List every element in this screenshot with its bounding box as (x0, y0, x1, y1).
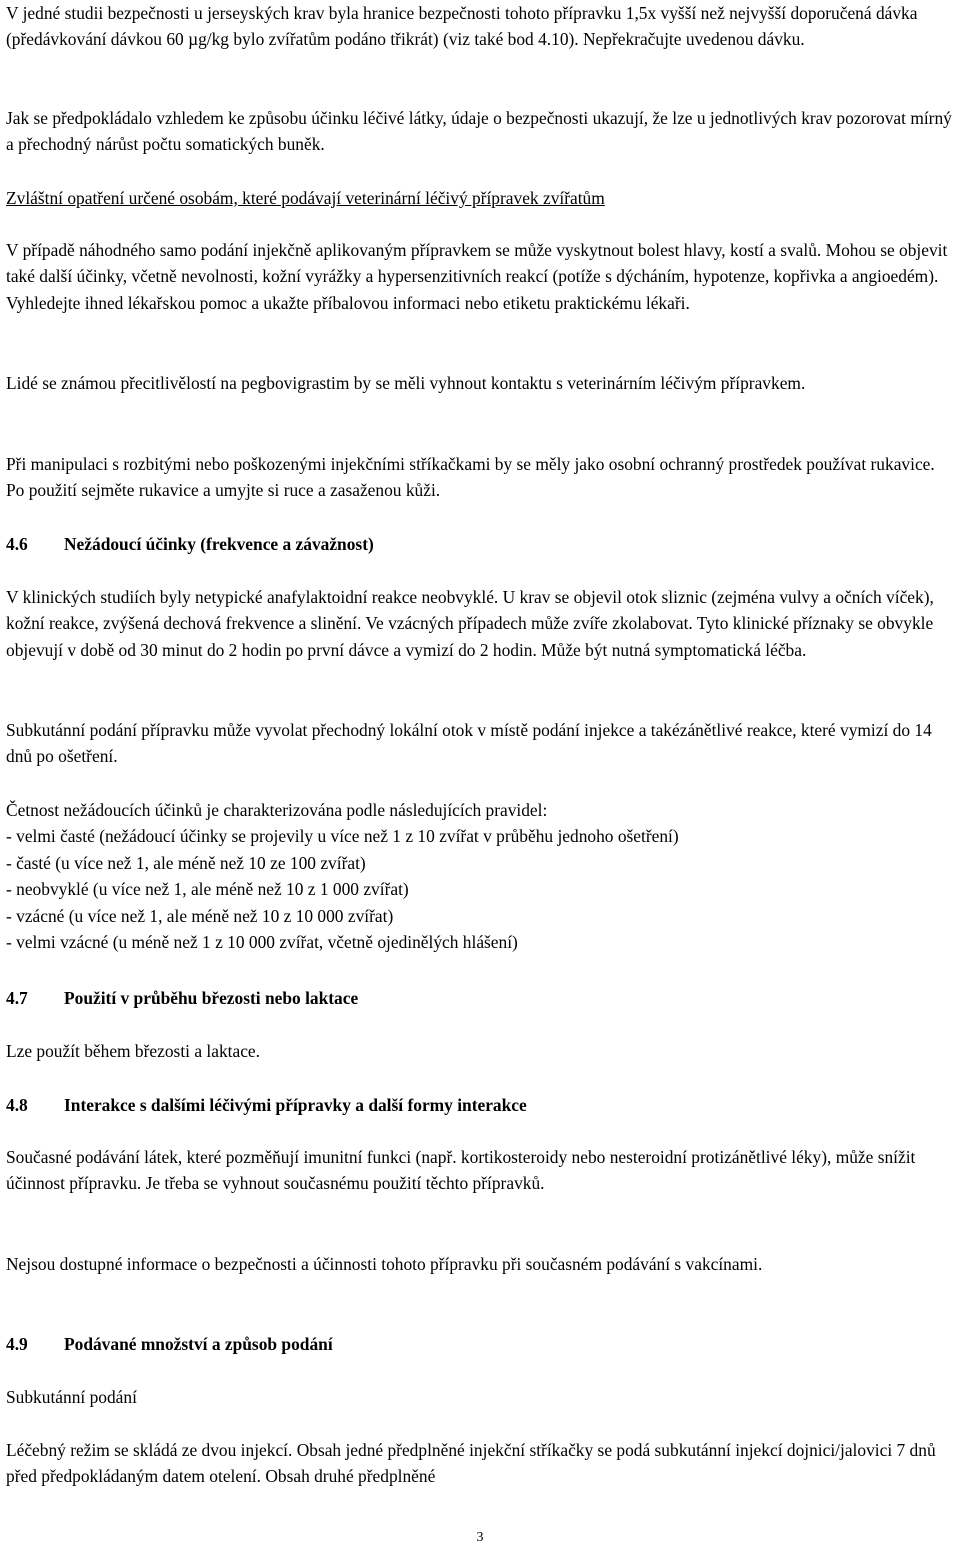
paragraph-anaphylactoid: V klinických studiích byly netypické anafylaktoidní reakce neobvyklé. U krav se objevil otok sliznic (zejména vulvy a očních víček), kožní reakce, zvýšená dechová frekvence a slinění. Ve vzácných případech může zvíře zkolabovat. Tyto klinické příznaky se obvykle objevují v době od 30 minut do 2 hodin po první dávce a vymizí do 2 hodin. Může být nutná symptomatická léčba. (6, 587, 934, 660)
section-title: Použití v průběhu březosti nebo laktace (64, 988, 359, 1008)
paragraph-hypersensitivity: Lidé se známou přecitlivělostí na pegbovigrastim by se měli vyhnout kontaktu s veterinárním léčivým přípravkem. (6, 373, 806, 393)
section-title: Nežádoucí účinky (frekvence a závažnost) (64, 534, 374, 554)
section-heading-4-8 (6, 1092, 956, 1118)
section-title: Interakce s dalšími léčivými přípravky a další formy interakce (64, 1095, 527, 1115)
section-heading-4-9 (6, 1331, 956, 1357)
section-number: 4.9 (6, 1334, 28, 1354)
paragraph-regimen: Léčebný režim se skládá ze dvou injekcí. Obsah jedné předplněné injekční stříkačky se podá subkutánní injekcí dojnici/jalovici 7 dnů před předpokládaným datem otelení. Obsah druhé předplněné (6, 1440, 936, 1487)
section-number: 4.6 (6, 534, 28, 554)
section-number: 4.8 (6, 1095, 28, 1115)
frequency-item: - velmi vzácné (u méně než 1 z 10 000 zvířat, včetně ojedinělých hlášení) (6, 932, 518, 953)
paragraph-self-injection: V případě náhodného samo podání injekčně aplikovaným přípravkem se může vyskytnout bolest hlavy, kostí a svalů. Mohou se objevit také další účinky, včetně nevolnosti, kožní vyrážky a hypersenzitivních reakcí (potíže s dýcháním, hypotenze, kopřivka a angioedém). Vyhledejte ihned lékařskou pomoc a ukažte příbalovou informaci nebo etiketu praktickému lékaři. (6, 240, 948, 313)
paragraph-local-swelling: Subkutánní podání přípravku může vyvolat přechodný lokální otok v místě podání injekce a takézánětlivé reakce, které vymizí do 14 dnů po ošetření. (6, 720, 932, 767)
frequency-intro: Četnost nežádoucích účinků je charakterizována podle následujících pravidel: (6, 800, 548, 820)
section-heading-4-6 (6, 531, 956, 557)
paragraph-immune-interaction: Současné podávání látek, které pozměňují imunitní funkci (např. kortikosteroidy nebo nesteroidní protizánětlivé léky), může snížit účinnost přípravku. Je třeba se vyhnout současnému použití těchto přípravků. (6, 1147, 916, 1194)
frequency-list (6, 797, 956, 955)
paragraph-vaccines: Nejsou dostupné informace o bezpečnosti a účinnosti tohoto přípravku při současném podávání s vakcínami. (6, 1254, 763, 1274)
paragraph-route: Subkutánní podání (6, 1387, 137, 1407)
paragraph-safety-margin: V jedné studii bezpečnosti u jerseyských krav byla hranice bezpečnosti tohoto přípravku 1,5x vyšší než nejvyšší doporučená dávka (předávkování dávkou 60 µg/kg bylo zvířatům podáno třikrát) (viz také bod 4.10). Nepřekračujte uvedenou dávku. (6, 3, 918, 50)
section-number: 4.7 (6, 988, 28, 1008)
frequency-item: - vzácné (u více než 1, ale méně než 10 z 10 000 zvířat) (6, 905, 394, 926)
section-title: Podávané množství a způsob podání (64, 1334, 333, 1354)
frequency-item: - neobvyklé (u více než 1, ale méně než 10 z 1 000 zvířat) (6, 879, 409, 900)
subheading-user-precautions: Zvláštní opatření určené osobám, které podávají veterinární léčivý přípravek zvířatům (6, 188, 605, 208)
section-heading-4-7 (6, 985, 956, 1011)
paragraph-somatic-cells: Jak se předpokládalo vzhledem ke způsobu účinku léčivé látky, údaje o bezpečnosti ukazují, že lze u jednotlivých krav pozorovat mírný a přechodný nárůst počtu somatických buněk. (6, 108, 952, 155)
paragraph-gloves: Při manipulaci s rozbitými nebo poškozenými injekčními stříkačkami by se měly jako osobní ochranný prostředek používat rukavice. Po použití sejměte rukavice a umyjte si ruce a zasaženou kůži. (6, 454, 935, 501)
frequency-item: - časté (u více než 1, ale méně než 10 ze 100 zvířat) (6, 852, 366, 873)
frequency-item: - velmi časté (nežádoucí účinky se projevily u více než 1 z 10 zvířat v průběhu jednoho ošetření) (6, 826, 679, 847)
paragraph-pregnancy: Lze použít během březosti a laktace. (6, 1041, 260, 1061)
page-number: 3 (476, 1530, 484, 1545)
